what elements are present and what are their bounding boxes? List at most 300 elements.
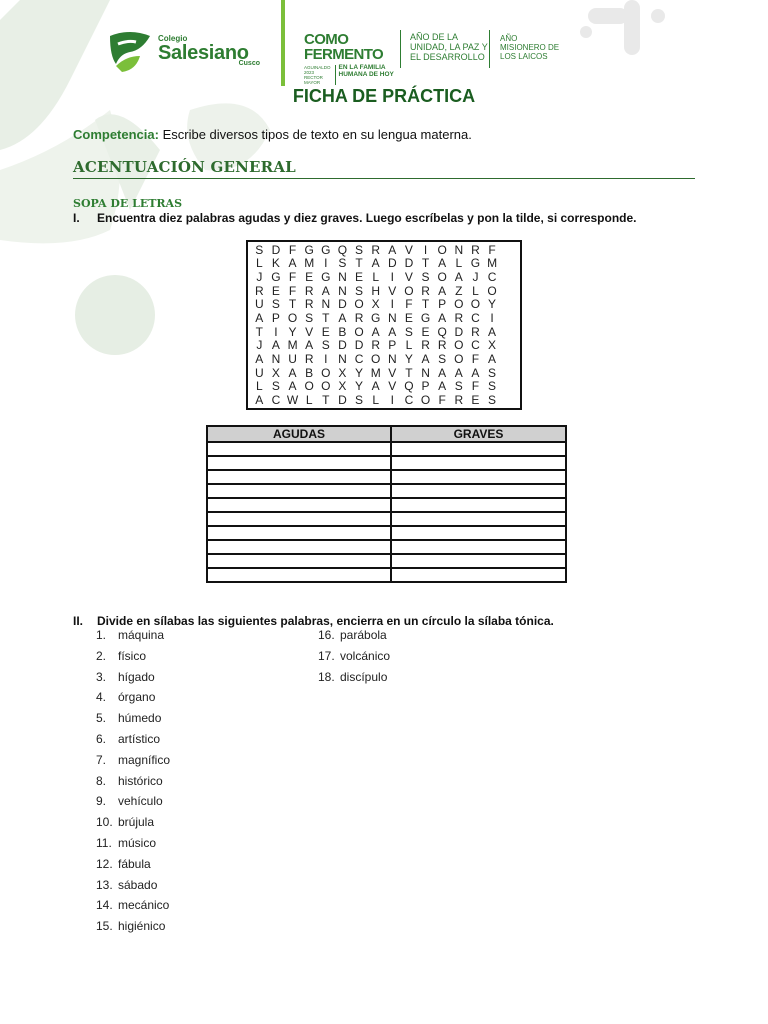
agudas-answer-cell[interactable] — [207, 554, 391, 568]
grid-letter: L — [255, 256, 263, 271]
grid-letter: Y — [355, 365, 364, 380]
grid-letter: A — [421, 352, 430, 367]
list-number: 1. — [96, 628, 107, 642]
grid-cell-empty — [500, 243, 517, 257]
table-row — [207, 484, 566, 498]
graves-answer-cell[interactable] — [391, 456, 566, 470]
motto-fine-print: AGUINALDO 2023 RECTOR MAYOR — [304, 65, 331, 85]
agudas-answer-cell[interactable] — [207, 540, 391, 554]
grid-cell-empty — [500, 284, 517, 298]
grid-letter: Y — [488, 297, 497, 312]
grid-letter: T — [421, 297, 430, 312]
list-number: 11. — [96, 835, 112, 850]
list-number: 16. — [318, 628, 335, 642]
grid-cell-empty — [500, 311, 517, 325]
grid-letter: O — [454, 338, 464, 353]
table-row — [207, 512, 566, 526]
graves-answer-cell[interactable] — [391, 512, 566, 526]
grid-letter: N — [271, 352, 281, 367]
grid-cell-empty — [500, 298, 517, 312]
grid-letter: O — [354, 324, 364, 339]
grid-letter: Z — [455, 283, 463, 298]
grid-cell-empty — [500, 257, 517, 271]
grid-letter: I — [390, 270, 394, 285]
section-heading: ACENTUACIÓN GENERAL — [73, 158, 296, 176]
list-word: magnífico — [118, 752, 171, 767]
graves-answer-cell[interactable] — [391, 526, 566, 540]
grid-letter: N — [421, 365, 430, 380]
aguinaldo-motto — [304, 32, 394, 85]
grid-letter: N — [321, 297, 331, 312]
list-number: 18. — [318, 669, 335, 684]
grid-letter: O — [287, 311, 298, 326]
grid-letter: U — [288, 352, 297, 367]
logo-name: Salesiano — [158, 42, 249, 64]
grid-letter: N — [387, 352, 397, 367]
grid-letter: A — [438, 311, 447, 326]
agudas-answer-cell[interactable] — [207, 498, 391, 512]
grid-letter: I — [490, 311, 494, 326]
table-row — [207, 442, 566, 456]
list-item — [96, 667, 170, 688]
grid-letter: N — [454, 242, 464, 257]
grid-letter: C — [354, 352, 364, 367]
grid-letter: R — [471, 242, 480, 257]
grid-letter: T — [288, 297, 297, 312]
leaf-icon — [106, 30, 152, 74]
grid-letter: G — [321, 270, 331, 285]
grid-letter: T — [355, 256, 363, 271]
table-header-agudas: AGUDAS — [207, 426, 391, 442]
grid-letter: Y — [404, 352, 413, 367]
grid-letter: D — [338, 338, 347, 353]
table-row — [207, 554, 566, 568]
list-item — [96, 854, 170, 875]
list-item — [96, 833, 170, 854]
agudas-answer-cell[interactable] — [207, 442, 391, 456]
grid-letter: I — [390, 393, 394, 408]
grid-letter: G — [304, 242, 314, 257]
grid-letter: O — [321, 379, 331, 394]
grid-letter: A — [471, 365, 480, 380]
grid-letter: U — [254, 297, 264, 312]
grid-letter: O — [404, 283, 414, 298]
grid-letter: G — [371, 311, 381, 326]
grid-letter: S — [271, 379, 280, 394]
list-item — [96, 771, 170, 792]
agudas-answer-cell[interactable] — [207, 456, 391, 470]
grid-letter: K — [271, 256, 280, 271]
grid-letter: O — [420, 393, 431, 408]
list-word: mecánico — [118, 898, 170, 913]
list-item — [96, 895, 170, 916]
grid-letter: F — [471, 379, 480, 394]
grid-letter: J — [256, 270, 263, 285]
agudas-answer-cell[interactable] — [207, 526, 391, 540]
motto-subline: EN LA FAMILIA HUMANA DE HOY — [335, 65, 394, 85]
grid-letter: E — [421, 324, 430, 339]
list-item — [96, 916, 170, 937]
grid-letter: P — [271, 311, 280, 326]
grid-letter: O — [487, 283, 497, 298]
grid-letter: E — [471, 393, 480, 408]
list-word: higiénico — [118, 919, 166, 934]
grid-letter: N — [338, 270, 347, 285]
grid-letter: A — [454, 270, 463, 285]
grid-letter: R — [437, 338, 447, 353]
exercise1-number: I. — [73, 211, 80, 225]
grid-letter: F — [288, 270, 297, 285]
grid-letter: A — [488, 352, 497, 367]
grid-letter: U — [254, 365, 264, 380]
grid-cell-empty — [500, 339, 517, 353]
grid-letter: R — [471, 324, 480, 339]
grid-letter: A — [438, 256, 447, 271]
grid-letter: B — [338, 324, 347, 339]
grid-letter: V — [305, 324, 314, 339]
grid-letter: R — [304, 297, 314, 312]
grid-letter: F — [288, 242, 297, 257]
grid-letter: D — [338, 393, 347, 408]
grid-letter: S — [488, 365, 497, 380]
motto-headline: COMO FERMENTO — [304, 31, 384, 63]
grid-letter: P — [388, 338, 397, 353]
grid-letter: T — [255, 324, 263, 339]
grid-letter: R — [454, 311, 464, 326]
grid-letter: V — [388, 283, 397, 298]
grid-letter: L — [372, 270, 380, 285]
grid-letter: N — [338, 283, 347, 298]
subsection-heading: SOPA DE LETRAS — [73, 197, 183, 210]
table-row — [207, 540, 566, 554]
grid-letter: S — [438, 352, 447, 367]
grid-letter: M — [304, 256, 315, 271]
list-number: 9. — [96, 794, 107, 809]
grid-letter: S — [488, 393, 497, 408]
grid-letter: R — [304, 352, 314, 367]
grid-letter: X — [338, 379, 347, 394]
grid-letter: O — [454, 297, 464, 312]
grid-letter: C — [471, 338, 480, 353]
grid-letter: O — [470, 297, 481, 312]
grid-letter: E — [271, 283, 280, 298]
grid-letter: A — [305, 338, 314, 353]
table-row — [207, 568, 566, 582]
grid-letter: A — [438, 379, 447, 394]
grid-letter: S — [355, 242, 364, 257]
grid-letter: S — [421, 270, 430, 285]
grid-letter: E — [305, 270, 314, 285]
grid-letter: E — [355, 270, 364, 285]
exercise1-text: Encuentra diez palabras agudas y diez graves. Luego escríbelas y pon la tilde, si corresponde. — [97, 211, 637, 225]
grid-letter: Q — [437, 324, 447, 339]
grid-letter: A — [288, 256, 297, 271]
list-item — [318, 625, 390, 646]
grid-letter: D — [454, 324, 464, 339]
grid-letter: R — [304, 283, 314, 298]
grid-letter: D — [354, 338, 364, 353]
list-word: parábola — [340, 628, 387, 642]
graves-answer-cell[interactable] — [391, 442, 566, 456]
list-item — [96, 750, 170, 771]
grid-letter: H — [371, 283, 381, 298]
graves-answer-cell[interactable] — [391, 568, 566, 582]
grid-letter: M — [487, 256, 498, 271]
grid-letter: I — [423, 242, 428, 257]
list-word: órgano — [118, 690, 156, 705]
grid-letter: X — [338, 365, 347, 380]
list-number: 7. — [96, 752, 107, 767]
grid-letter: R — [371, 338, 381, 353]
grid-letter: O — [371, 352, 381, 367]
list-number: 3. — [96, 669, 107, 684]
grid-letter: E — [404, 311, 413, 326]
agudas-answer-cell[interactable] — [207, 470, 391, 484]
table-row — [207, 470, 566, 484]
grid-letter: L — [472, 283, 479, 298]
grid-letter: V — [404, 242, 413, 257]
grid-letter: O — [304, 379, 314, 394]
grid-letter: D — [387, 256, 397, 271]
grid-letter: L — [305, 393, 313, 408]
grid-letter: B — [305, 365, 314, 380]
header-divider — [489, 30, 490, 68]
grid-letter: C — [404, 393, 414, 408]
agudas-answer-cell[interactable] — [207, 568, 391, 582]
header-divider — [400, 30, 401, 68]
table-header-graves: GRAVES — [391, 426, 566, 442]
list-word: histórico — [118, 773, 163, 788]
list-item — [96, 687, 170, 708]
list-word: vehículo — [118, 794, 163, 809]
grid-letter: R — [254, 283, 264, 298]
graves-answer-cell[interactable] — [391, 498, 566, 512]
grid-letter: X — [488, 338, 497, 353]
exercise2-number: II. — [73, 614, 84, 628]
grid-letter: L — [455, 256, 463, 271]
grid-letter: T — [421, 256, 430, 271]
grid-letter: X — [371, 297, 380, 312]
grid-letter: I — [274, 324, 278, 339]
table-row — [207, 456, 566, 470]
grid-letter: W — [286, 393, 299, 408]
grid-letter: V — [388, 365, 397, 380]
section-rule — [73, 178, 695, 179]
list-item — [318, 646, 390, 667]
grid-letter: A — [255, 352, 264, 367]
grid-letter: A — [454, 365, 463, 380]
grid-letter: F — [405, 297, 413, 312]
grid-letter: O — [354, 297, 364, 312]
list-number: 15. — [96, 919, 113, 934]
grid-letter: A — [321, 283, 330, 298]
grid-letter: S — [355, 283, 364, 298]
list-item — [96, 729, 170, 750]
grid-letter: G — [420, 311, 431, 326]
grid-letter: J — [256, 338, 263, 353]
graves-answer-cell[interactable] — [391, 540, 566, 554]
list-item — [96, 646, 170, 667]
grid-letter: N — [338, 352, 347, 367]
grid-letter: Y — [355, 379, 364, 394]
grid-letter: L — [405, 338, 413, 353]
grid-letter: D — [338, 297, 347, 312]
list-word: máquina — [118, 628, 165, 642]
grid-letter: D — [404, 256, 414, 271]
grid-letter: O — [437, 242, 447, 257]
grid-letter: S — [305, 311, 314, 326]
grid-letter: L — [255, 379, 263, 394]
grid-letter: C — [271, 393, 281, 408]
grid-letter: C — [487, 270, 497, 285]
grid-letter: O — [437, 270, 447, 285]
grid-letter: S — [255, 242, 264, 257]
graves-answer-cell[interactable] — [391, 470, 566, 484]
list-number: 4. — [96, 690, 107, 705]
word-list-left — [96, 625, 170, 937]
list-number: 14. — [96, 898, 113, 913]
grid-letter: R — [454, 393, 464, 408]
logo-top-line: Colegio — [158, 34, 188, 43]
grid-letter: T — [322, 311, 330, 326]
grid-letter: Q — [337, 242, 348, 257]
list-number: 10. — [96, 815, 113, 830]
grid-letter: I — [324, 256, 328, 271]
header-accent-bar — [281, 0, 285, 86]
grid-letter: R — [354, 311, 364, 326]
list-number: 12. — [96, 856, 113, 871]
agudas-answer-cell[interactable] — [207, 484, 391, 498]
list-word: fábula — [118, 856, 151, 871]
grid-letter: R — [421, 338, 430, 353]
grid-letter: R — [421, 283, 430, 298]
grid-letter: A — [255, 311, 264, 326]
word-list-right — [318, 625, 390, 687]
grid-cell-empty — [500, 366, 517, 380]
grid-letter: V — [388, 379, 397, 394]
grid-letter: M — [287, 338, 298, 353]
list-item — [96, 708, 170, 729]
grid-letter: S — [338, 256, 347, 271]
grid-letter: S — [404, 324, 413, 339]
grid-letter: J — [472, 270, 479, 285]
list-item — [96, 875, 170, 896]
list-item — [318, 667, 390, 688]
word-search-grid — [246, 240, 522, 410]
grid-letter: A — [371, 256, 380, 271]
grid-letter: S — [321, 338, 330, 353]
grid-letter: G — [470, 256, 481, 271]
mission-year: AÑO MISIONERO DE LOS LAICOS — [500, 34, 560, 61]
list-number: 17. — [318, 648, 335, 663]
list-word: hígado — [118, 669, 155, 684]
grid-letter: F — [488, 242, 496, 257]
answer-table — [206, 425, 567, 583]
list-word: húmedo — [118, 711, 162, 726]
list-word: sábado — [118, 877, 158, 892]
grid-letter: O — [454, 352, 464, 367]
list-word: artístico — [118, 731, 161, 746]
competencia-label: Competencia: — [73, 127, 159, 142]
list-word: discípulo — [340, 669, 388, 684]
competencia — [73, 127, 472, 142]
grid-cell-empty — [500, 270, 517, 284]
list-number: 8. — [96, 773, 107, 788]
page-title: FICHA DE PRÁCTICA — [292, 86, 476, 106]
exercise1-instruction — [73, 211, 637, 225]
grid-letter: M — [370, 365, 381, 380]
list-item — [96, 812, 170, 833]
grid-letter: F — [471, 352, 480, 367]
table-row — [207, 526, 566, 540]
grid-letter: O — [321, 365, 331, 380]
logo-city: Cusco — [238, 60, 260, 67]
grid-letter: P — [438, 297, 447, 312]
grid-letter: A — [271, 338, 280, 353]
list-word: volcánico — [340, 648, 391, 663]
list-number: 13. — [96, 877, 113, 892]
grid-letter: A — [388, 324, 397, 339]
list-word: brújula — [118, 815, 155, 830]
grid-cell-empty — [500, 393, 517, 407]
grid-letter: I — [390, 297, 394, 312]
grid-letter: A — [255, 393, 264, 408]
competencia-text: Escribe diversos tipos de texto en su lengua materna. — [158, 127, 472, 142]
grid-letter: Q — [404, 379, 414, 394]
list-word: músico — [118, 835, 157, 850]
grid-letter: A — [371, 324, 380, 339]
grid-letter: F — [288, 283, 297, 298]
grid-letter: E — [321, 324, 330, 339]
grid-letter: G — [271, 270, 281, 285]
grid-letter: P — [421, 379, 430, 394]
grid-letter: A — [371, 379, 380, 394]
list-item — [96, 625, 170, 646]
grid-letter: S — [271, 297, 280, 312]
graves-answer-cell[interactable] — [391, 484, 566, 498]
grid-letter: S — [488, 379, 497, 394]
grid-letter: C — [471, 311, 480, 326]
list-number: 2. — [96, 648, 107, 663]
grid-letter: A — [288, 379, 297, 394]
grid-letter: Y — [288, 324, 297, 339]
grid-letter: A — [438, 283, 447, 298]
list-number: 6. — [96, 731, 107, 746]
exercise2-text: Divide en sílabas las siguientes palabras, encierra en un círculo la sílaba tónica. — [97, 614, 554, 628]
grid-letter: L — [372, 393, 380, 408]
agudas-answer-cell[interactable] — [207, 512, 391, 526]
grid-letter: F — [438, 393, 446, 408]
grid-letter: V — [404, 270, 413, 285]
background-decoration-right — [578, 0, 678, 60]
list-word: físico — [118, 648, 147, 663]
list-item — [96, 791, 170, 812]
grid-letter: S — [454, 379, 463, 394]
grid-letter: I — [324, 352, 328, 367]
grid-letter: X — [271, 365, 280, 380]
graves-answer-cell[interactable] — [391, 554, 566, 568]
grid-letter: N — [387, 311, 397, 326]
grid-letter: G — [321, 242, 331, 257]
grid-cell-empty — [500, 352, 517, 366]
grid-cell-empty — [500, 325, 517, 339]
grid-letter: D — [271, 242, 281, 257]
year-theme: AÑO DE LA UNIDAD, LA PAZ Y EL DESARROLLO — [410, 32, 488, 62]
grid-letter: T — [405, 365, 413, 380]
grid-letter: S — [355, 393, 364, 408]
grid-letter: A — [288, 365, 297, 380]
grid-letter: A — [438, 365, 447, 380]
